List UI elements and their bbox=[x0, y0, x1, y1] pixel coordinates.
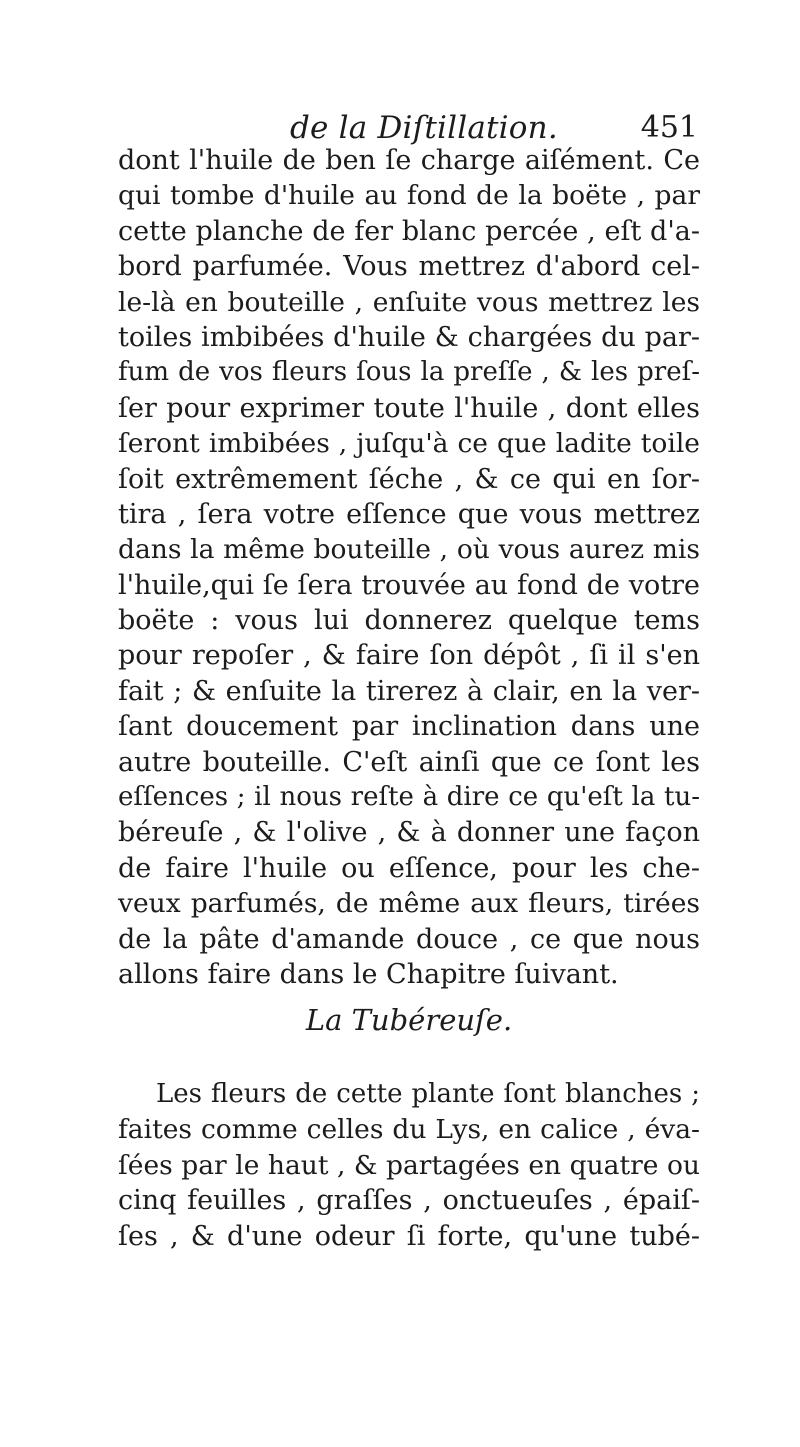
text-line: béreuſe , & l'olive , & à donner une façon bbox=[118, 817, 700, 849]
text-line: ſer pour exprimer toute l'huile , dont elles bbox=[118, 392, 700, 424]
text-line: l'huile,qui ſe ſera trouvée au fond de votre bbox=[118, 569, 700, 601]
text-line: de la pâte d'amande douce , ce que nous bbox=[118, 923, 700, 955]
text-line: cinq feuilles , graſſes , onctueuſes , épaiſ- bbox=[118, 1185, 700, 1217]
text-line: boëte : vous lui donnerez quelque tems bbox=[118, 605, 700, 637]
section-heading: La Tubéreuſe. bbox=[305, 1003, 513, 1037]
text-line: tira , ſera votre eſſence que vous mettrez bbox=[118, 498, 700, 530]
text-line: ſées par le haut , & partagées en quatre ou bbox=[118, 1149, 700, 1181]
text-line: fait ; & enſuite la tirerez à clair, en la ver- bbox=[118, 675, 700, 707]
text-line: Les fleurs de cette plante ſont blanches ; bbox=[156, 1079, 700, 1109]
text-line: allons faire dans le Chapitre ſuivant. bbox=[118, 958, 619, 990]
text-line: toiles imbibées d'huile & chargées du par- bbox=[118, 321, 700, 353]
text-line: faites comme celles du Lys, en calice , éva- bbox=[118, 1114, 700, 1146]
text-line: le-là en bouteille , enſuite vous mettrez les bbox=[118, 286, 700, 318]
text-line: fum de vos fleurs ſous la preſſe , & les preſ- bbox=[118, 357, 700, 388]
paragraph-1 bbox=[118, 143, 700, 992]
page-number: 451 bbox=[640, 110, 698, 145]
text-line: eſſences ; il nous reſte à dire ce qu'eſt la tu- bbox=[118, 782, 700, 813]
running-title: de la Diſtillation. bbox=[290, 110, 558, 146]
paragraph-2 bbox=[118, 1077, 700, 1254]
text-line: ſoit extrêmement ſéche , & ce qui en ſor- bbox=[118, 463, 700, 495]
text-line: ſant doucement par inclination dans une bbox=[118, 711, 700, 743]
text-line: qui tombe d'huile au fond de la boëte , par bbox=[118, 180, 700, 212]
text-line: bord parfumée. Vous mettrez d'abord cel- bbox=[118, 251, 700, 283]
text-line: dans la même bouteille , où vous aurez mis bbox=[118, 534, 700, 566]
text-line: veux parfumés, de même aux fleurs, tirées bbox=[118, 888, 700, 920]
text-line: ſes , & d'une odeur ſi forte, qu'une tubé- bbox=[118, 1220, 700, 1252]
text-line: de faire l'huile ou eſſence, pour les che- bbox=[118, 852, 700, 884]
text-line: ſeront imbibées , juſqu'à ce que ladite toile bbox=[118, 428, 700, 460]
text-line: pour repoſer , & faire ſon dépôt , ſi il s'en bbox=[118, 640, 700, 672]
text-line: dont l'huile de ben ſe charge aiſément. Ce bbox=[118, 145, 700, 176]
text-line: autre bouteille. C'eſt ainſi que ce ſont les bbox=[118, 746, 700, 778]
text-line: cette planche de fer blanc percée , eſt d'a- bbox=[118, 215, 700, 247]
